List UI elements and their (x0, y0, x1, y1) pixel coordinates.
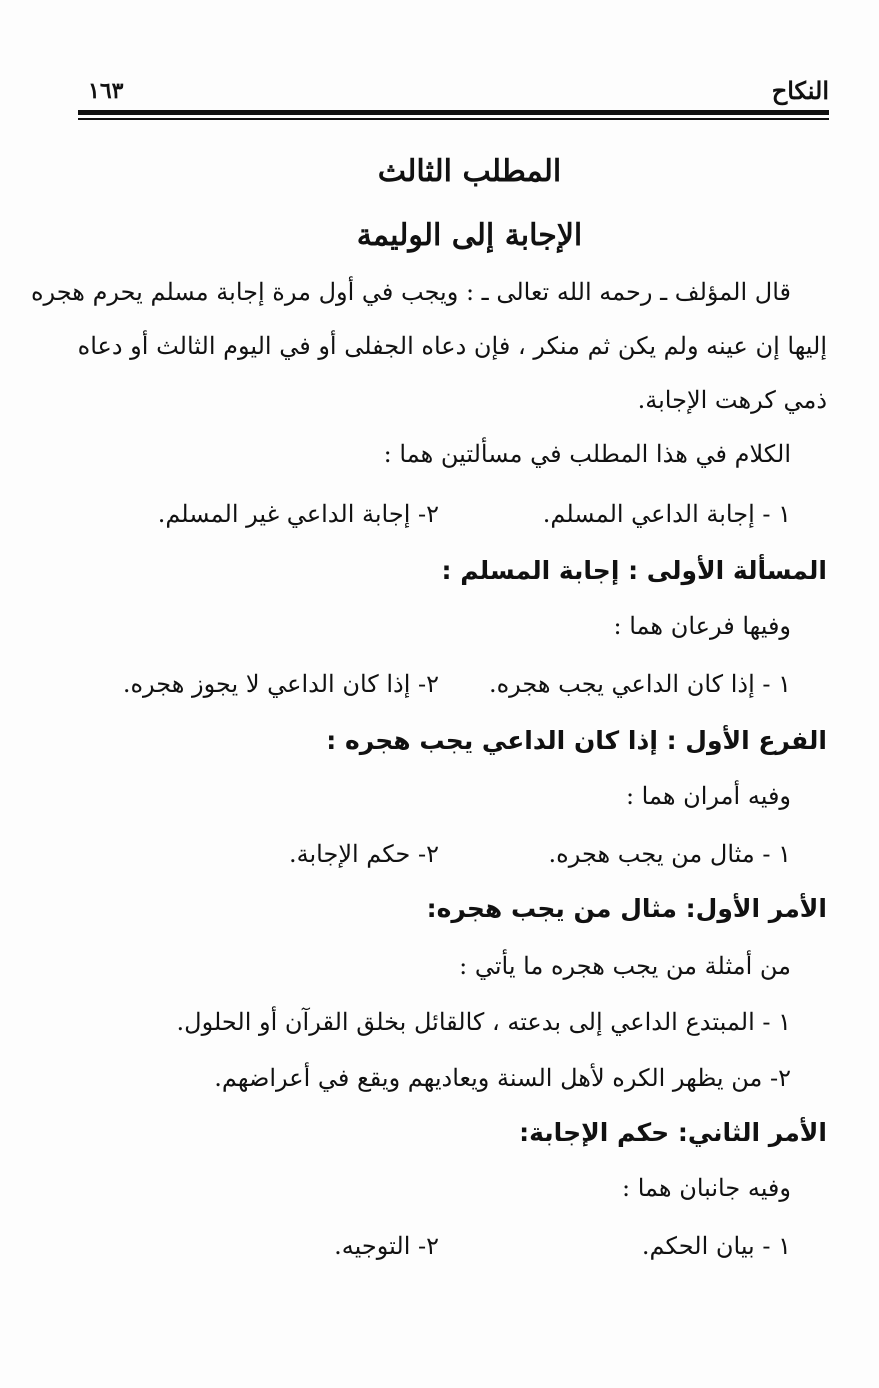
issue-item-2: ٢- إجابة الداعي غير المسلم. (157, 500, 439, 528)
page-header (78, 72, 829, 112)
section-subtitle: الإجابة إلى الوليمة (356, 218, 583, 253)
matter1-intro: من أمثلة من يجب هجره ما يأتي : (459, 952, 791, 980)
author-text-line-1: قال المؤلف ـ رحمه الله تعالى ـ : ويجب في أول مرة إجابة مسلم يحرم هجره (30, 278, 791, 306)
issue1-intro: وفيها فرعان هما : (613, 612, 791, 640)
header-rule-thin (78, 118, 829, 120)
matter1-heading: الأمر الأول: مثال من يجب هجره: (426, 894, 827, 923)
branch1-heading: الفرع الأول : إذا كان الداعي يجب هجره : (326, 726, 827, 755)
author-text-line-2: إليها إن عينه ولم يكن ثم منكر ، فإن دعاه الجفلى أو في اليوم الثالث أو دعاه (77, 332, 827, 360)
header-rule-thick (78, 110, 829, 115)
page-number: ١٦٣ (88, 78, 124, 104)
matter-item-2: ٢- حكم الإجابة. (289, 840, 439, 868)
branch1-intro: وفيه أمران هما : (625, 782, 791, 810)
matter2-heading: الأمر الثاني: حكم الإجابة: (519, 1118, 827, 1147)
author-text-line-3: ذمي كرهت الإجابة. (637, 386, 827, 414)
matter-item-1: ١ - مثال من يجب هجره. (548, 840, 791, 868)
aspect-item-2: ٢- التوجيه. (334, 1232, 439, 1260)
intro-paragraph: الكلام في هذا المطلب في مسألتين هما : (383, 440, 791, 468)
section-title: المطلب الثالث (377, 154, 562, 189)
example-item-1: ١ - المبتدع الداعي إلى بدعته ، كالقائل بخلق القرآن أو الحلول. (176, 1008, 791, 1036)
example-item-2: ٢- من يظهر الكره لأهل السنة ويعاديهم ويقع في أعراضهم. (214, 1064, 791, 1092)
aspect-item-1: ١ - بيان الحكم. (641, 1232, 791, 1260)
issue-item-1: ١ - إجابة الداعي المسلم. (542, 500, 791, 528)
running-title: النكاح (771, 76, 829, 105)
issue1-heading: المسألة الأولى : إجابة المسلم : (441, 556, 827, 585)
matter2-intro: وفيه جانبان هما : (622, 1174, 791, 1202)
branch-item-1: ١ - إذا كان الداعي يجب هجره. (488, 670, 791, 698)
branch-item-2: ٢- إذا كان الداعي لا يجوز هجره. (122, 670, 439, 698)
